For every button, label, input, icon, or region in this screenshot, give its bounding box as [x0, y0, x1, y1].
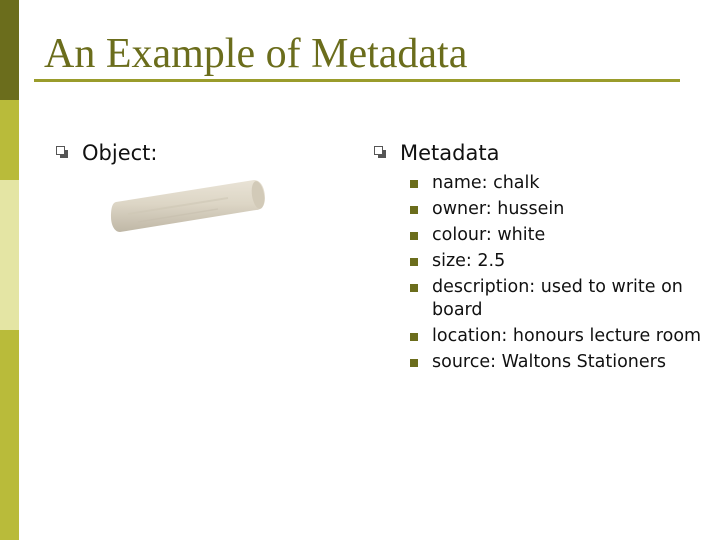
metadata-list: [410, 172, 710, 377]
list-item: [410, 325, 710, 348]
title-underline: [34, 79, 680, 82]
list-item: [410, 224, 710, 247]
square-bullet-icon: [410, 333, 418, 341]
list-item: [410, 198, 710, 221]
metadata-item-text: owner: hussein: [432, 199, 565, 219]
sidebar-stripe-dark: [0, 0, 19, 100]
metadata-item-text: name: chalk: [432, 173, 540, 193]
list-item: [410, 250, 710, 273]
metadata-item-text: size: 2.5: [432, 251, 506, 271]
metadata-item-text: colour: white: [432, 225, 546, 245]
object-label: Object:: [82, 141, 158, 165]
square-bullet-icon: [410, 258, 418, 266]
sidebar-stripe-mid: [0, 100, 19, 180]
square-bullet-icon: [410, 284, 418, 292]
list-item: [410, 276, 710, 322]
chalk-image: [108, 176, 268, 234]
metadata-item-text: source: Waltons Stationers: [432, 352, 666, 372]
square-bullet-icon: [410, 232, 418, 240]
metadata-label: Metadata: [400, 141, 500, 165]
square-bullet-icon: [410, 359, 418, 367]
sidebar-stripe-mid-lower: [0, 330, 19, 540]
list-item: [410, 351, 710, 374]
square-bullet-icon: [374, 146, 383, 155]
metadata-item-text: location: honours lecture room: [432, 326, 702, 346]
slide-title: An Example of Metadata: [44, 31, 468, 77]
square-bullet-icon: [410, 180, 418, 188]
square-bullet-icon: [56, 146, 65, 155]
square-bullet-icon: [410, 206, 418, 214]
metadata-item-text: description: used to write on board: [432, 277, 683, 320]
sidebar-stripe-light: [0, 180, 19, 330]
list-item: [410, 172, 710, 195]
